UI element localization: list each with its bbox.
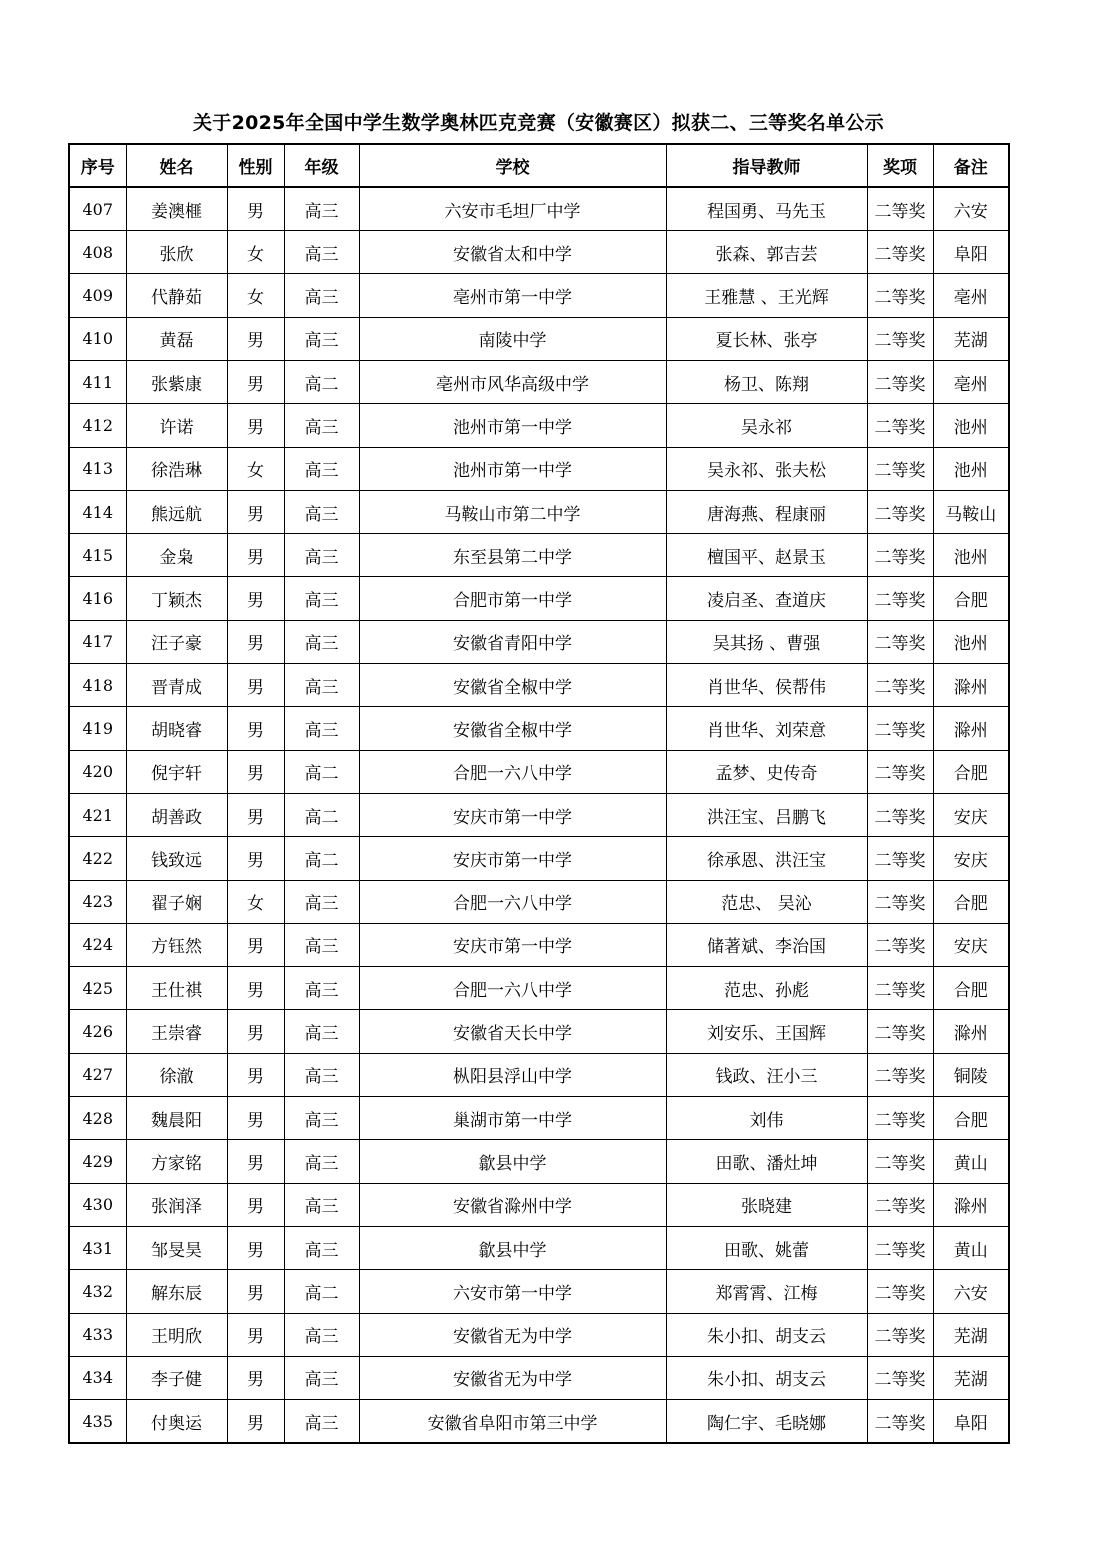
table-row — [69, 274, 1009, 317]
cell-index: 424 — [69, 923, 126, 966]
cell-remark: 芜湖 — [933, 1313, 1009, 1356]
cell-teacher: 张森、郭吉芸 — [666, 231, 867, 274]
cell-name: 丁颖杰 — [126, 577, 227, 620]
table-row — [69, 707, 1009, 750]
cell-award: 二等奖 — [867, 1226, 933, 1269]
document-title: 关于2025年全国中学生数学奥林匹克竞赛（安徽赛区）拟获二、三等奖名单公示 — [193, 112, 884, 134]
cell-award: 二等奖 — [867, 1183, 933, 1226]
cell-grade: 高三 — [284, 1356, 359, 1399]
cell-gender: 男 — [227, 664, 284, 707]
cell-remark: 合肥 — [933, 750, 1009, 793]
cell-index: 411 — [69, 360, 126, 403]
header-cell-award: 奖项 — [867, 144, 933, 187]
cell-award: 二等奖 — [867, 360, 933, 403]
cell-school: 歙县中学 — [359, 1140, 666, 1183]
cell-gender: 男 — [227, 577, 284, 620]
cell-school: 安庆市第一中学 — [359, 837, 666, 880]
cell-teacher: 吴永祁 — [666, 404, 867, 447]
table-row — [69, 1313, 1009, 1356]
cell-grade: 高二 — [284, 1270, 359, 1313]
cell-grade: 高三 — [284, 664, 359, 707]
cell-grade: 高三 — [284, 404, 359, 447]
cell-school: 合肥一六八中学 — [359, 880, 666, 923]
cell-name: 金枭 — [126, 534, 227, 577]
header-cell-grade: 年级 — [284, 144, 359, 187]
cell-school: 合肥一六八中学 — [359, 750, 666, 793]
cell-remark: 六安 — [933, 187, 1009, 230]
cell-index: 418 — [69, 664, 126, 707]
cell-gender: 男 — [227, 620, 284, 663]
cell-remark: 池州 — [933, 447, 1009, 490]
cell-grade: 高三 — [284, 317, 359, 360]
table-row — [69, 923, 1009, 966]
cell-award: 二等奖 — [867, 880, 933, 923]
cell-remark: 芜湖 — [933, 317, 1009, 360]
cell-gender: 男 — [227, 1183, 284, 1226]
table-row — [69, 1053, 1009, 1096]
header-cell-index: 序号 — [69, 144, 126, 187]
cell-remark: 合肥 — [933, 880, 1009, 923]
cell-gender: 男 — [227, 1313, 284, 1356]
cell-teacher: 肖世华、刘荣意 — [666, 707, 867, 750]
cell-grade: 高三 — [284, 1140, 359, 1183]
cell-teacher: 朱小扣、胡支云 — [666, 1356, 867, 1399]
cell-name: 代静茹 — [126, 274, 227, 317]
cell-teacher: 刘安乐、王国辉 — [666, 1010, 867, 1053]
cell-name: 解东辰 — [126, 1270, 227, 1313]
cell-index: 429 — [69, 1140, 126, 1183]
table-row — [69, 1140, 1009, 1183]
cell-teacher: 凌启圣、查道庆 — [666, 577, 867, 620]
cell-index: 409 — [69, 274, 126, 317]
cell-teacher: 张晓建 — [666, 1183, 867, 1226]
cell-index: 431 — [69, 1226, 126, 1269]
cell-school: 安徽省无为中学 — [359, 1356, 666, 1399]
cell-gender: 女 — [227, 274, 284, 317]
cell-school: 池州市第一中学 — [359, 447, 666, 490]
cell-award: 二等奖 — [867, 1400, 933, 1443]
cell-award: 二等奖 — [867, 967, 933, 1010]
cell-teacher: 杨卫、陈翔 — [666, 360, 867, 403]
table-row — [69, 1226, 1009, 1269]
cell-school: 六安市毛坦厂中学 — [359, 187, 666, 230]
cell-remark: 安庆 — [933, 793, 1009, 836]
cell-grade: 高三 — [284, 707, 359, 750]
cell-index: 434 — [69, 1356, 126, 1399]
cell-award: 二等奖 — [867, 274, 933, 317]
table-row — [69, 447, 1009, 490]
table-row — [69, 1270, 1009, 1313]
cell-school: 安徽省太和中学 — [359, 231, 666, 274]
cell-remark: 合肥 — [933, 1097, 1009, 1140]
table-row — [69, 1356, 1009, 1399]
cell-index: 423 — [69, 880, 126, 923]
cell-remark: 铜陵 — [933, 1053, 1009, 1096]
cell-index: 421 — [69, 793, 126, 836]
cell-school: 东至县第二中学 — [359, 534, 666, 577]
cell-teacher: 郑霄霄、江梅 — [666, 1270, 867, 1313]
table-row — [69, 490, 1009, 533]
cell-index: 435 — [69, 1400, 126, 1443]
cell-award: 二等奖 — [867, 317, 933, 360]
cell-name: 王崇睿 — [126, 1010, 227, 1053]
cell-teacher: 唐海燕、程康丽 — [666, 490, 867, 533]
cell-award: 二等奖 — [867, 231, 933, 274]
cell-school: 安庆市第一中学 — [359, 793, 666, 836]
cell-award: 二等奖 — [867, 620, 933, 663]
cell-award: 二等奖 — [867, 923, 933, 966]
cell-award: 二等奖 — [867, 187, 933, 230]
cell-award: 二等奖 — [867, 447, 933, 490]
cell-grade: 高二 — [284, 793, 359, 836]
cell-index: 432 — [69, 1270, 126, 1313]
header-cell-school: 学校 — [359, 144, 666, 187]
cell-name: 姜澳榧 — [126, 187, 227, 230]
cell-award: 二等奖 — [867, 577, 933, 620]
cell-school: 池州市第一中学 — [359, 404, 666, 447]
cell-teacher: 钱政、汪小三 — [666, 1053, 867, 1096]
cell-name: 徐澈 — [126, 1053, 227, 1096]
table-row — [69, 664, 1009, 707]
table-row — [69, 231, 1009, 274]
cell-award: 二等奖 — [867, 1356, 933, 1399]
table-row — [69, 793, 1009, 836]
cell-teacher: 孟梦、史传奇 — [666, 750, 867, 793]
cell-remark: 黄山 — [933, 1140, 1009, 1183]
cell-remark: 黄山 — [933, 1226, 1009, 1269]
cell-teacher: 范忠、 吴沁 — [666, 880, 867, 923]
cell-grade: 高三 — [284, 923, 359, 966]
table-row — [69, 1400, 1009, 1443]
cell-remark: 亳州 — [933, 274, 1009, 317]
cell-remark: 滁州 — [933, 1010, 1009, 1053]
cell-gender: 男 — [227, 1053, 284, 1096]
cell-remark: 池州 — [933, 620, 1009, 663]
cell-gender: 男 — [227, 1140, 284, 1183]
cell-gender: 男 — [227, 404, 284, 447]
cell-gender: 男 — [227, 923, 284, 966]
cell-gender: 男 — [227, 967, 284, 1010]
cell-teacher: 程国勇、马先玉 — [666, 187, 867, 230]
cell-index: 412 — [69, 404, 126, 447]
cell-school: 巢湖市第一中学 — [359, 1097, 666, 1140]
cell-remark: 池州 — [933, 534, 1009, 577]
cell-name: 许诺 — [126, 404, 227, 447]
cell-gender: 男 — [227, 793, 284, 836]
cell-grade: 高三 — [284, 577, 359, 620]
cell-gender: 男 — [227, 1270, 284, 1313]
cell-teacher: 徐承恩、洪汪宝 — [666, 837, 867, 880]
cell-gender: 男 — [227, 750, 284, 793]
header-cell-remark: 备注 — [933, 144, 1009, 187]
cell-teacher: 田歌、潘灶坤 — [666, 1140, 867, 1183]
cell-teacher: 朱小扣、胡支云 — [666, 1313, 867, 1356]
cell-teacher: 吴永祁、张夫松 — [666, 447, 867, 490]
table-row — [69, 187, 1009, 230]
header-cell-gender: 性别 — [227, 144, 284, 187]
cell-teacher: 肖世华、侯帮伟 — [666, 664, 867, 707]
cell-award: 二等奖 — [867, 404, 933, 447]
cell-name: 张润泽 — [126, 1183, 227, 1226]
cell-gender: 女 — [227, 447, 284, 490]
cell-school: 亳州市风华高级中学 — [359, 360, 666, 403]
cell-gender: 男 — [227, 1097, 284, 1140]
cell-school: 歙县中学 — [359, 1226, 666, 1269]
cell-award: 二等奖 — [867, 793, 933, 836]
cell-gender: 男 — [227, 1356, 284, 1399]
cell-index: 414 — [69, 490, 126, 533]
cell-grade: 高三 — [284, 1226, 359, 1269]
cell-award: 二等奖 — [867, 664, 933, 707]
table-row — [69, 1097, 1009, 1140]
cell-name: 徐浩琳 — [126, 447, 227, 490]
cell-grade: 高三 — [284, 620, 359, 663]
cell-grade: 高二 — [284, 360, 359, 403]
cell-name: 熊远航 — [126, 490, 227, 533]
cell-gender: 男 — [227, 490, 284, 533]
cell-grade: 高三 — [284, 447, 359, 490]
cell-name: 钱致远 — [126, 837, 227, 880]
cell-grade: 高三 — [284, 534, 359, 577]
cell-grade: 高三 — [284, 490, 359, 533]
cell-grade: 高二 — [284, 750, 359, 793]
cell-gender: 男 — [227, 1226, 284, 1269]
cell-school: 亳州市第一中学 — [359, 274, 666, 317]
cell-name: 晋青成 — [126, 664, 227, 707]
cell-index: 417 — [69, 620, 126, 663]
cell-index: 419 — [69, 707, 126, 750]
cell-grade: 高二 — [284, 837, 359, 880]
cell-school: 六安市第一中学 — [359, 1270, 666, 1313]
cell-school: 马鞍山市第二中学 — [359, 490, 666, 533]
cell-index: 413 — [69, 447, 126, 490]
cell-gender: 男 — [227, 360, 284, 403]
header-cell-name: 姓名 — [126, 144, 227, 187]
header-cell-teacher: 指导教师 — [666, 144, 867, 187]
cell-award: 二等奖 — [867, 1053, 933, 1096]
cell-name: 李子健 — [126, 1356, 227, 1399]
cell-name: 胡善政 — [126, 793, 227, 836]
cell-remark: 合肥 — [933, 967, 1009, 1010]
table-row — [69, 837, 1009, 880]
cell-grade: 高三 — [284, 1313, 359, 1356]
cell-gender: 男 — [227, 837, 284, 880]
cell-name: 王仕祺 — [126, 967, 227, 1010]
cell-award: 二等奖 — [867, 490, 933, 533]
cell-school: 合肥一六八中学 — [359, 967, 666, 1010]
cell-school: 安徽省滁州中学 — [359, 1183, 666, 1226]
cell-grade: 高三 — [284, 231, 359, 274]
header-row — [69, 144, 1009, 187]
cell-remark: 阜阳 — [933, 1400, 1009, 1443]
cell-teacher: 刘伟 — [666, 1097, 867, 1140]
cell-award: 二等奖 — [867, 707, 933, 750]
cell-remark: 滁州 — [933, 707, 1009, 750]
cell-school: 南陵中学 — [359, 317, 666, 360]
cell-grade: 高三 — [284, 187, 359, 230]
cell-index: 420 — [69, 750, 126, 793]
cell-name: 翟子娴 — [126, 880, 227, 923]
cell-name: 魏晨阳 — [126, 1097, 227, 1140]
table-body — [69, 187, 1009, 1443]
cell-award: 二等奖 — [867, 1313, 933, 1356]
cell-index: 425 — [69, 967, 126, 1010]
cell-name: 方家铭 — [126, 1140, 227, 1183]
cell-name: 张欣 — [126, 231, 227, 274]
cell-remark: 阜阳 — [933, 231, 1009, 274]
table-row — [69, 880, 1009, 923]
cell-name: 邹旻昊 — [126, 1226, 227, 1269]
cell-gender: 男 — [227, 534, 284, 577]
cell-name: 付奥运 — [126, 1400, 227, 1443]
cell-school: 安徽省阜阳市第三中学 — [359, 1400, 666, 1443]
cell-teacher: 吴其扬 、曹强 — [666, 620, 867, 663]
cell-teacher: 田歌、姚蕾 — [666, 1226, 867, 1269]
cell-index: 427 — [69, 1053, 126, 1096]
cell-grade: 高三 — [284, 1097, 359, 1140]
cell-school: 枞阳县浮山中学 — [359, 1053, 666, 1096]
cell-gender: 男 — [227, 1010, 284, 1053]
table-row — [69, 967, 1009, 1010]
cell-gender: 女 — [227, 231, 284, 274]
cell-remark: 安庆 — [933, 923, 1009, 966]
cell-name: 方钰然 — [126, 923, 227, 966]
cell-school: 安徽省无为中学 — [359, 1313, 666, 1356]
cell-grade: 高三 — [284, 1010, 359, 1053]
cell-index: 433 — [69, 1313, 126, 1356]
cell-school: 安徽省青阳中学 — [359, 620, 666, 663]
cell-remark: 合肥 — [933, 577, 1009, 620]
cell-award: 二等奖 — [867, 1097, 933, 1140]
cell-gender: 男 — [227, 317, 284, 360]
table-row — [69, 577, 1009, 620]
cell-remark: 马鞍山 — [933, 490, 1009, 533]
cell-gender: 男 — [227, 187, 284, 230]
cell-name: 张紫康 — [126, 360, 227, 403]
cell-name: 汪子豪 — [126, 620, 227, 663]
table-row — [69, 750, 1009, 793]
cell-teacher: 范忠、孙彪 — [666, 967, 867, 1010]
table-row — [69, 1010, 1009, 1053]
table-row — [69, 620, 1009, 663]
cell-school: 合肥市第一中学 — [359, 577, 666, 620]
cell-grade: 高三 — [284, 967, 359, 1010]
cell-teacher: 陶仁宇、毛晓娜 — [666, 1400, 867, 1443]
cell-teacher: 檀国平、赵景玉 — [666, 534, 867, 577]
table-row — [69, 404, 1009, 447]
cell-school: 安庆市第一中学 — [359, 923, 666, 966]
cell-index: 415 — [69, 534, 126, 577]
cell-index: 430 — [69, 1183, 126, 1226]
cell-award: 二等奖 — [867, 750, 933, 793]
cell-remark: 池州 — [933, 404, 1009, 447]
table-row — [69, 360, 1009, 403]
cell-remark: 亳州 — [933, 360, 1009, 403]
cell-index: 426 — [69, 1010, 126, 1053]
cell-index: 407 — [69, 187, 126, 230]
cell-teacher: 夏长林、张亭 — [666, 317, 867, 360]
cell-name: 胡晓睿 — [126, 707, 227, 750]
cell-grade: 高三 — [284, 274, 359, 317]
award-list-table — [68, 143, 1010, 1444]
cell-index: 408 — [69, 231, 126, 274]
cell-teacher: 王雅慧 、王光辉 — [666, 274, 867, 317]
table-row — [69, 1183, 1009, 1226]
cell-remark: 六安 — [933, 1270, 1009, 1313]
cell-award: 二等奖 — [867, 534, 933, 577]
cell-remark: 安庆 — [933, 837, 1009, 880]
cell-award: 二等奖 — [867, 1010, 933, 1053]
table-header — [69, 144, 1009, 187]
cell-award: 二等奖 — [867, 1140, 933, 1183]
cell-award: 二等奖 — [867, 1270, 933, 1313]
cell-award: 二等奖 — [867, 837, 933, 880]
cell-index: 428 — [69, 1097, 126, 1140]
cell-grade: 高三 — [284, 1053, 359, 1096]
cell-school: 安徽省全椒中学 — [359, 707, 666, 750]
cell-name: 倪宇轩 — [126, 750, 227, 793]
table-row — [69, 317, 1009, 360]
cell-name: 王明欣 — [126, 1313, 227, 1356]
cell-gender: 女 — [227, 880, 284, 923]
cell-school: 安徽省全椒中学 — [359, 664, 666, 707]
cell-index: 416 — [69, 577, 126, 620]
cell-grade: 高三 — [284, 880, 359, 923]
cell-school: 安徽省天长中学 — [359, 1010, 666, 1053]
table-row — [69, 534, 1009, 577]
cell-gender: 男 — [227, 707, 284, 750]
cell-remark: 芜湖 — [933, 1356, 1009, 1399]
cell-grade: 高三 — [284, 1183, 359, 1226]
cell-teacher: 储著斌、李治国 — [666, 923, 867, 966]
cell-index: 422 — [69, 837, 126, 880]
cell-grade: 高三 — [284, 1400, 359, 1443]
cell-index: 410 — [69, 317, 126, 360]
cell-name: 黄磊 — [126, 317, 227, 360]
cell-remark: 滁州 — [933, 1183, 1009, 1226]
cell-gender: 男 — [227, 1400, 284, 1443]
cell-teacher: 洪汪宝、吕鹏飞 — [666, 793, 867, 836]
cell-remark: 滁州 — [933, 664, 1009, 707]
